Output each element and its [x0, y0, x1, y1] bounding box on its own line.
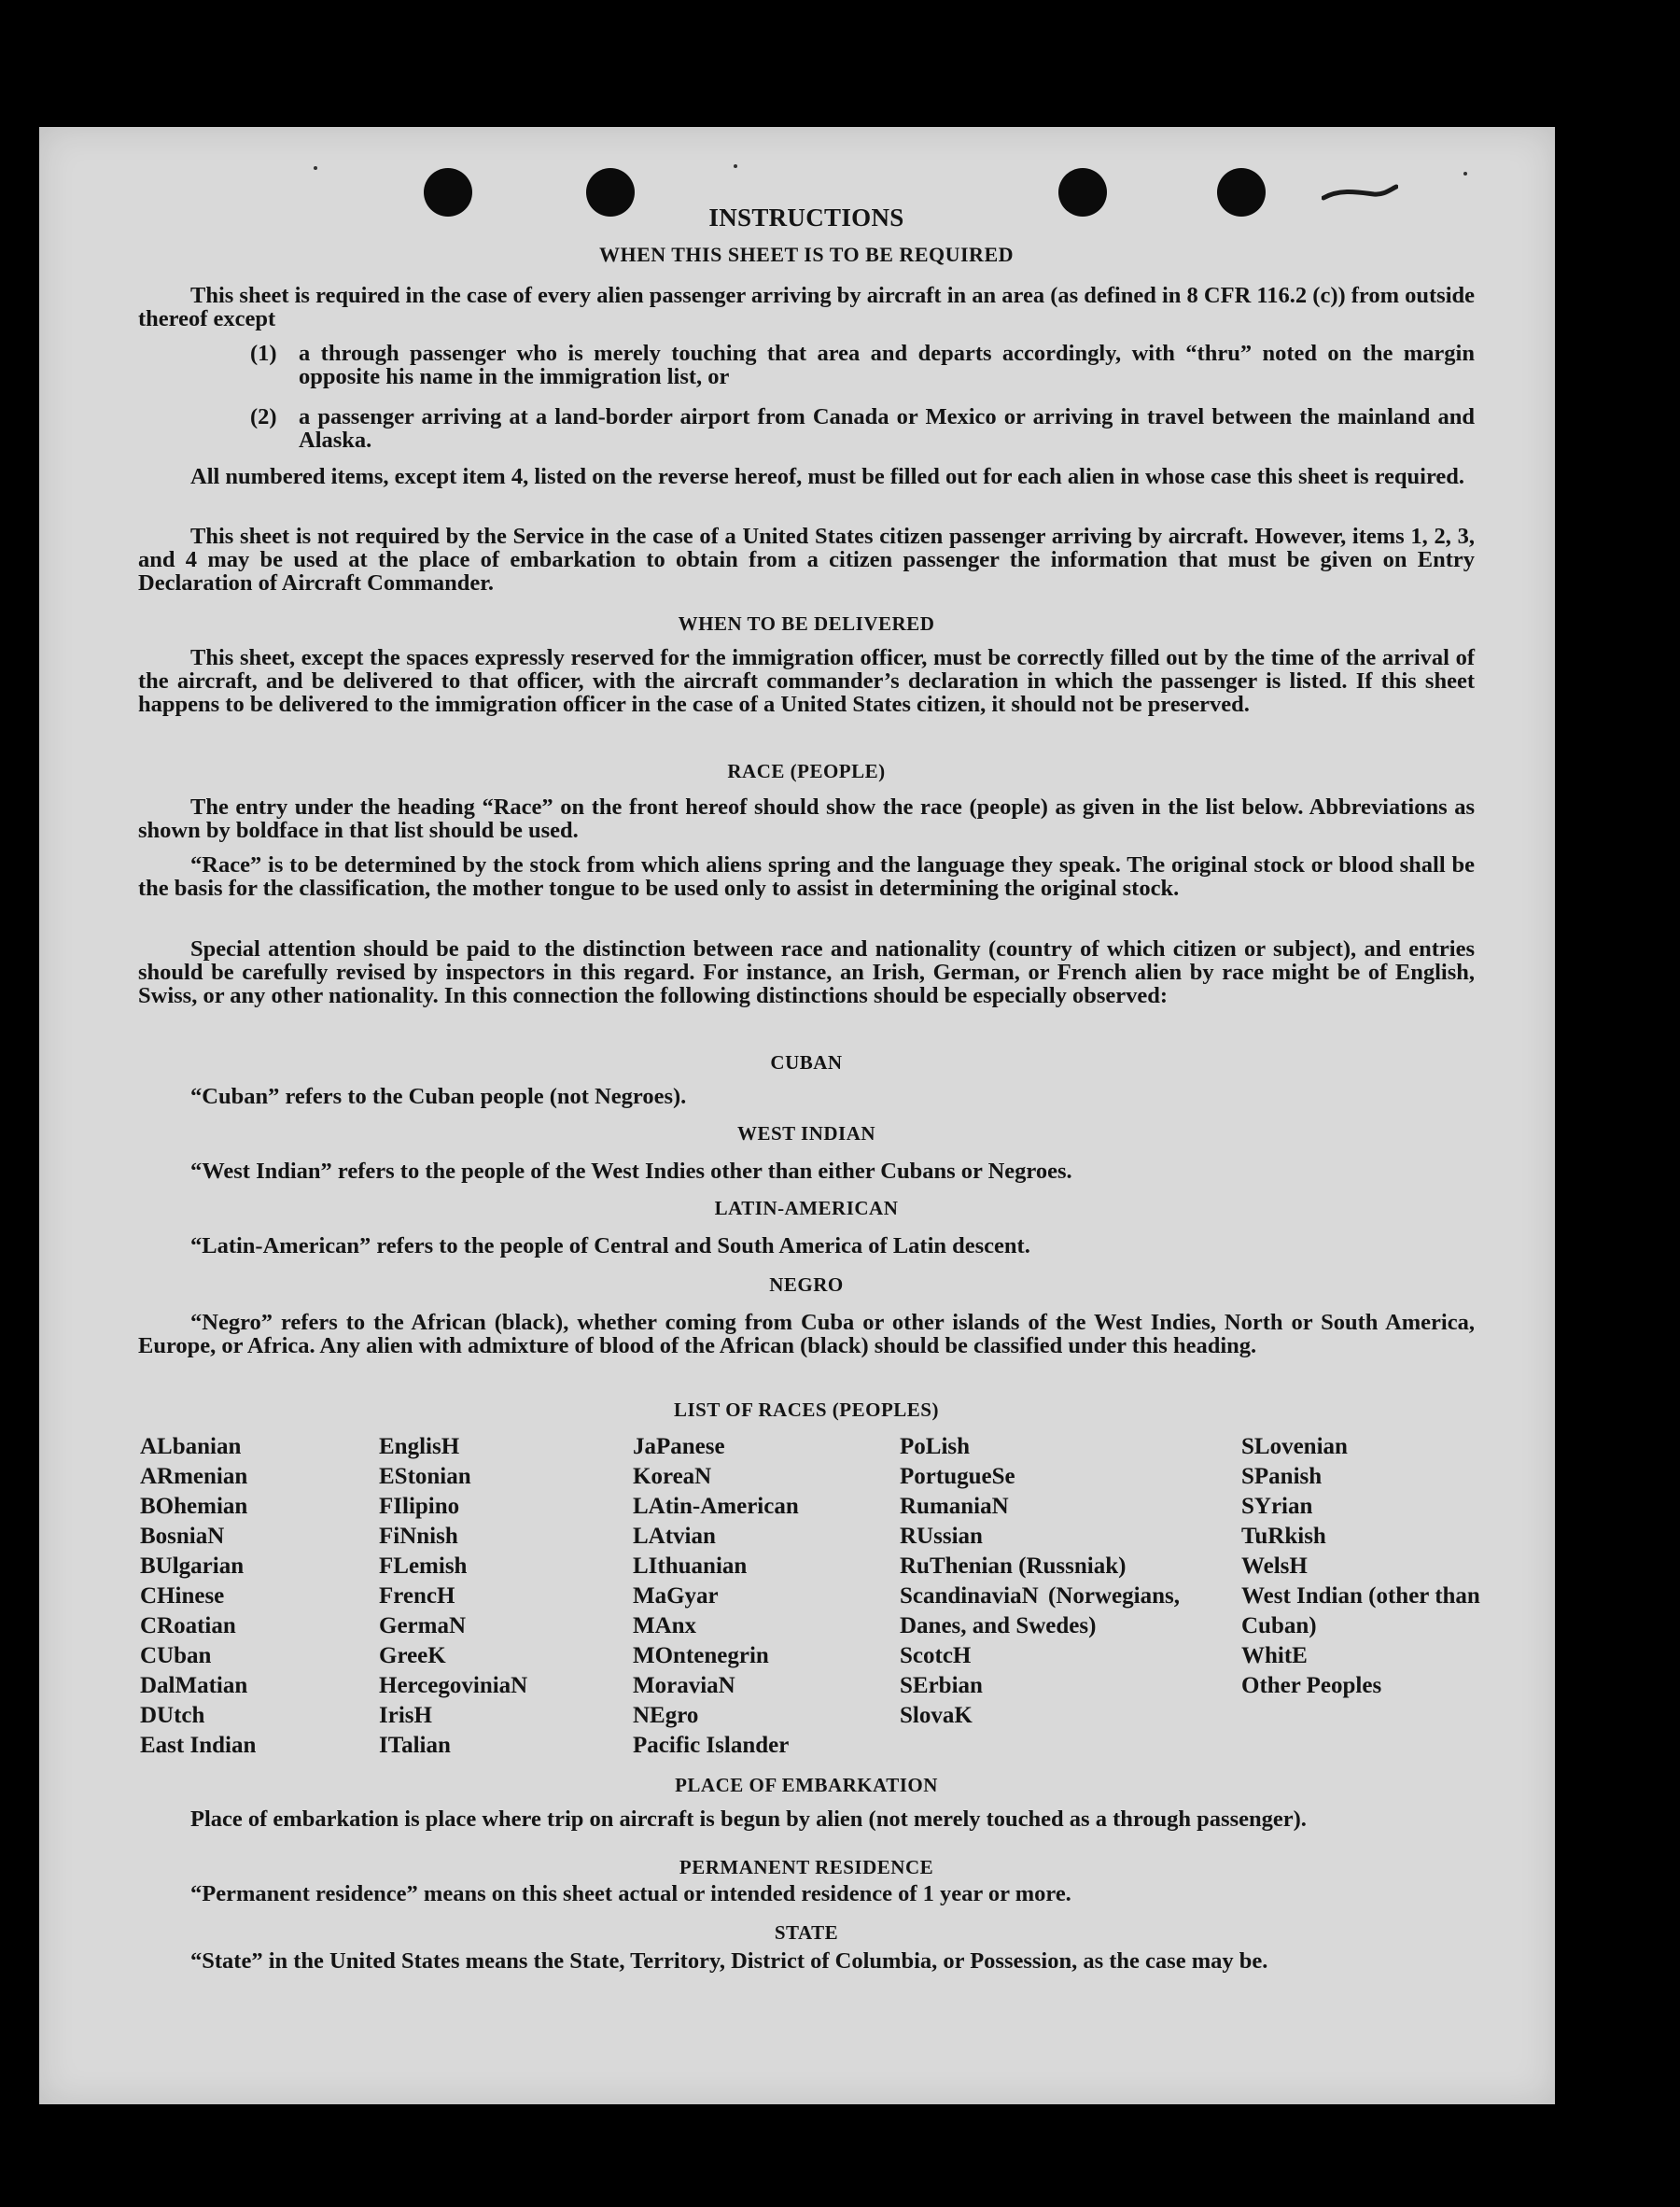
speck	[314, 166, 317, 170]
paragraph-negro: “Negro” refers to the African (black), whether coming from Cuba or other islands of the West Indies, North or South America, Europe, or Africa. Any alien with admixture of blood of the African (black) should be classified under this heading.	[138, 1310, 1475, 1358]
race-item: CHinese	[140, 1583, 225, 1609]
paragraph-race-1: The entry under the heading “Race” on the front hereof should show the race (people) as given in the list below. Abbreviations as shown by boldface in that list should be used.	[138, 794, 1475, 843]
section-heading-required: WHEN THIS SHEET IS TO BE REQUIRED	[598, 243, 1015, 266]
pencil-mark	[1322, 183, 1398, 204]
section-heading-state: STATE	[774, 1921, 839, 1944]
race-item: Other Peoples	[1241, 1673, 1382, 1698]
speck	[734, 164, 737, 168]
paragraph-west-indian: “West Indian” refers to the people of the West Indies other than either Cubans or Negroes.	[190, 1159, 1072, 1184]
race-item: LIthuanian	[633, 1553, 748, 1579]
section-heading-embarkation: PLACE OF EMBARKATION	[675, 1774, 938, 1796]
race-item: SPanish	[1241, 1464, 1323, 1489]
race-item: MAnx	[633, 1613, 697, 1638]
race-item: DalMatian	[140, 1673, 248, 1698]
race-item: RUssian	[900, 1524, 983, 1549]
race-item: EnglisH	[379, 1434, 460, 1459]
section-heading-residence: PERMANENT RESIDENCE	[679, 1856, 934, 1878]
race-item: SLovenian	[1241, 1434, 1348, 1459]
section-heading-latin-american: LATIN-AMERICAN	[714, 1197, 899, 1219]
race-item: ALbanian	[140, 1434, 242, 1459]
race-item: RuThenian (Russniak)	[900, 1553, 1127, 1579]
race-item: BOhemian	[140, 1494, 248, 1519]
paragraph-state: “State” in the United States means the State, Territory, District of Columbia, or Possession, as the case may be.	[190, 1948, 1268, 1974]
race-item: JaPanese	[633, 1434, 725, 1459]
races-column-3	[633, 1432, 885, 1761]
race-item: ScotcH	[900, 1643, 972, 1668]
race-item: SErbian	[900, 1673, 983, 1698]
race-item: GermaN	[379, 1613, 467, 1638]
paragraph-items: All numbered items, except item 4, listed on the reverse hereof, must be filled out for each alien in whose case this sheet is required.	[190, 464, 1465, 489]
section-heading-cuban: CUBAN	[770, 1051, 843, 1074]
race-item: EStonian	[379, 1464, 471, 1489]
race-item: IrisH	[379, 1703, 432, 1728]
race-item-west-indian: West Indian (other than Cuban)	[1241, 1583, 1480, 1638]
section-heading-race: RACE (PEOPLE)	[727, 760, 886, 782]
paragraph-race-3: Special attention should be paid to the distinction between race and nationality (country of which citizen or subject), and entries should be carefully revised by inspectors in this regard. For instance, an Irish, German, or French alien by race might be of English, Swiss, or any other nationality. In this connection the following distinctions should be especially observed:	[138, 936, 1475, 1008]
races-column-1	[140, 1432, 364, 1761]
race-item: Pacific Islander	[633, 1733, 790, 1758]
races-column-2	[379, 1432, 622, 1761]
section-heading-west-indian: WEST INDIAN	[736, 1122, 876, 1145]
paragraph-race-2: “Race” is to be determined by the stock from which aliens spring and the language they speak. The original stock or blood shall be the basis for the classification, the mother tongue to be used only to assist in determining the original stock.	[138, 852, 1475, 901]
section-heading-races-list: LIST OF RACES (PEOPLES)	[674, 1399, 939, 1421]
exception-number: (1)	[250, 341, 277, 366]
exception-text: a passenger arriving at a land-border airport from Canada or Mexico or arriving in travel between the mainland and Alaska.	[299, 404, 1475, 453]
race-item: BosniaN	[140, 1524, 225, 1549]
race-item-scandinavian: ScandinaviaN (Norwegians, Danes, and Swedes)	[900, 1583, 1180, 1638]
race-item: SYrian	[1241, 1494, 1313, 1519]
exception-text: a through passenger who is merely touching that area and departs accordingly, with “thru” noted on the margin opposite his name in the immigration list, or	[299, 341, 1475, 389]
race-item: FLemish	[379, 1553, 468, 1579]
section-heading-negro: NEGRO	[769, 1273, 844, 1296]
race-item: ARmenian	[140, 1464, 248, 1489]
paragraph-cuban: “Cuban” refers to the Cuban people (not Negroes).	[190, 1084, 687, 1109]
paragraph-residence: “Permanent residence” means on this sheet actual or intended residence of 1 year or more.	[190, 1881, 1071, 1906]
race-item: PoLish	[900, 1434, 971, 1459]
races-column-5	[1241, 1432, 1486, 1701]
section-heading-delivered: WHEN TO BE DELIVERED	[678, 612, 935, 635]
race-item: WelsH	[1241, 1553, 1308, 1579]
race-item: TuRkish	[1241, 1524, 1326, 1549]
paragraph-latin-american: “Latin-American” refers to the people of Central and South America of Latin descent.	[190, 1233, 1030, 1258]
speck	[1463, 172, 1467, 176]
race-item: MOntenegrin	[633, 1643, 769, 1668]
page-title: INSTRUCTIONS	[708, 204, 904, 232]
race-item: RumaniaN	[900, 1494, 1009, 1519]
race-item: FiNnish	[379, 1524, 458, 1549]
race-item: LAtin-American	[633, 1494, 799, 1519]
race-item: BUlgarian	[140, 1553, 245, 1579]
race-item: PortugueSe	[900, 1464, 1015, 1489]
paragraph-delivered: This sheet, except the spaces expressly reserved for the immigration officer, must be correctly filled out by the time of the arrival of the aircraft, and be delivered to that officer, with the aircraft commander’s declaration in which the passenger is listed. If this sheet happens to be delivered to the immigration officer in the case of a United States citizen, it should not be preserved.	[138, 645, 1475, 717]
race-item: KoreaN	[633, 1464, 712, 1489]
race-item: SlovaK	[900, 1703, 973, 1728]
race-item: GreeK	[379, 1643, 446, 1668]
race-item: ITalian	[379, 1733, 451, 1758]
race-item: HercegoviniaN	[379, 1673, 528, 1698]
race-item: CRoatian	[140, 1613, 236, 1638]
race-item: NEgro	[633, 1703, 699, 1728]
paragraph-required-intro: This sheet is required in the case of every alien passenger arriving by aircraft in an area (as defined in 8 CFR 116.2 (c)) from outside thereof except	[138, 283, 1476, 331]
race-item: CUban	[140, 1643, 212, 1668]
paragraph-embarkation: Place of embarkation is place where trip on aircraft is begun by alien (not merely touched as a through passenger).	[190, 1806, 1307, 1832]
race-item: WhitE	[1241, 1643, 1308, 1668]
race-item: MaGyar	[633, 1583, 719, 1609]
race-item: MoraviaN	[633, 1673, 735, 1698]
race-item: FrencH	[379, 1583, 455, 1609]
race-item: DUtch	[140, 1703, 205, 1728]
race-item: FIlipino	[379, 1494, 460, 1519]
race-item: East Indian	[140, 1733, 257, 1758]
races-column-4	[900, 1432, 1180, 1731]
paragraph-citizen: This sheet is not required by the Service in the case of a United States citizen passenger arriving by aircraft. However, items 1, 2, 3, and 4 may be used at the place of embarkation to obtain from a citizen passenger the information that must be given on Entry Declaration of Aircraft Commander.	[138, 524, 1475, 596]
exception-number: (2)	[250, 404, 277, 429]
race-item: LAtvian	[633, 1524, 716, 1549]
